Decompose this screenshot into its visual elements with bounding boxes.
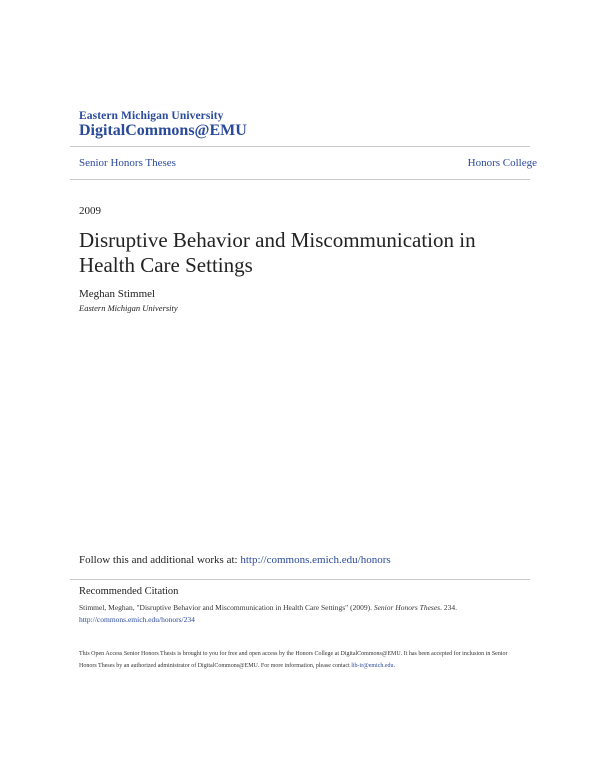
follow-link[interactable]: http://commons.emich.edu/honors bbox=[240, 554, 391, 566]
document-title: Disruptive Behavior and Miscommunication in Health Care Settings bbox=[79, 228, 476, 277]
author-affiliation: Eastern Michigan University bbox=[79, 303, 178, 313]
citation-number: . 234. bbox=[440, 603, 457, 612]
open-access-notice bbox=[79, 648, 519, 672]
author-name: Meghan Stimmel bbox=[79, 288, 156, 300]
follow-line bbox=[79, 554, 391, 566]
university-name: Eastern Michigan University bbox=[79, 110, 224, 122]
citation-text bbox=[79, 602, 519, 626]
citation-body: Stimmel, Meghan, "Disruptive Behavior and Miscommunication in Health Care Settings" (2009). bbox=[79, 603, 374, 612]
notice-end: . bbox=[393, 663, 396, 669]
publication-year: 2009 bbox=[79, 205, 101, 217]
citation-series: Senior Honors Theses bbox=[373, 603, 441, 612]
nav-divider bbox=[70, 179, 530, 180]
follow-text: Follow this and additional works at: bbox=[79, 554, 241, 566]
header-divider bbox=[70, 146, 530, 147]
citation-link[interactable]: http://commons.emich.edu/honors/234 bbox=[79, 615, 195, 624]
honors-college-link[interactable]: Honors College bbox=[467, 157, 537, 169]
contact-email-link[interactable]: lib-ir@emich.edu bbox=[351, 663, 394, 669]
recommended-citation-heading: Recommended Citation bbox=[79, 586, 179, 597]
repository-name[interactable]: DigitalCommons@EMU bbox=[79, 122, 247, 139]
notice-text: This Open Access Senior Honors Thesis is brought to you for free and open access by the Honors College at DigitalCommons@EMU. It has been accepted for inclusion in Senior Honors Theses by an authorized administrator of DigitalCommons@EMU. For more information, please contact bbox=[79, 651, 508, 669]
senior-honors-theses-link[interactable]: Senior Honors Theses bbox=[79, 157, 176, 169]
citation-divider bbox=[70, 579, 530, 580]
